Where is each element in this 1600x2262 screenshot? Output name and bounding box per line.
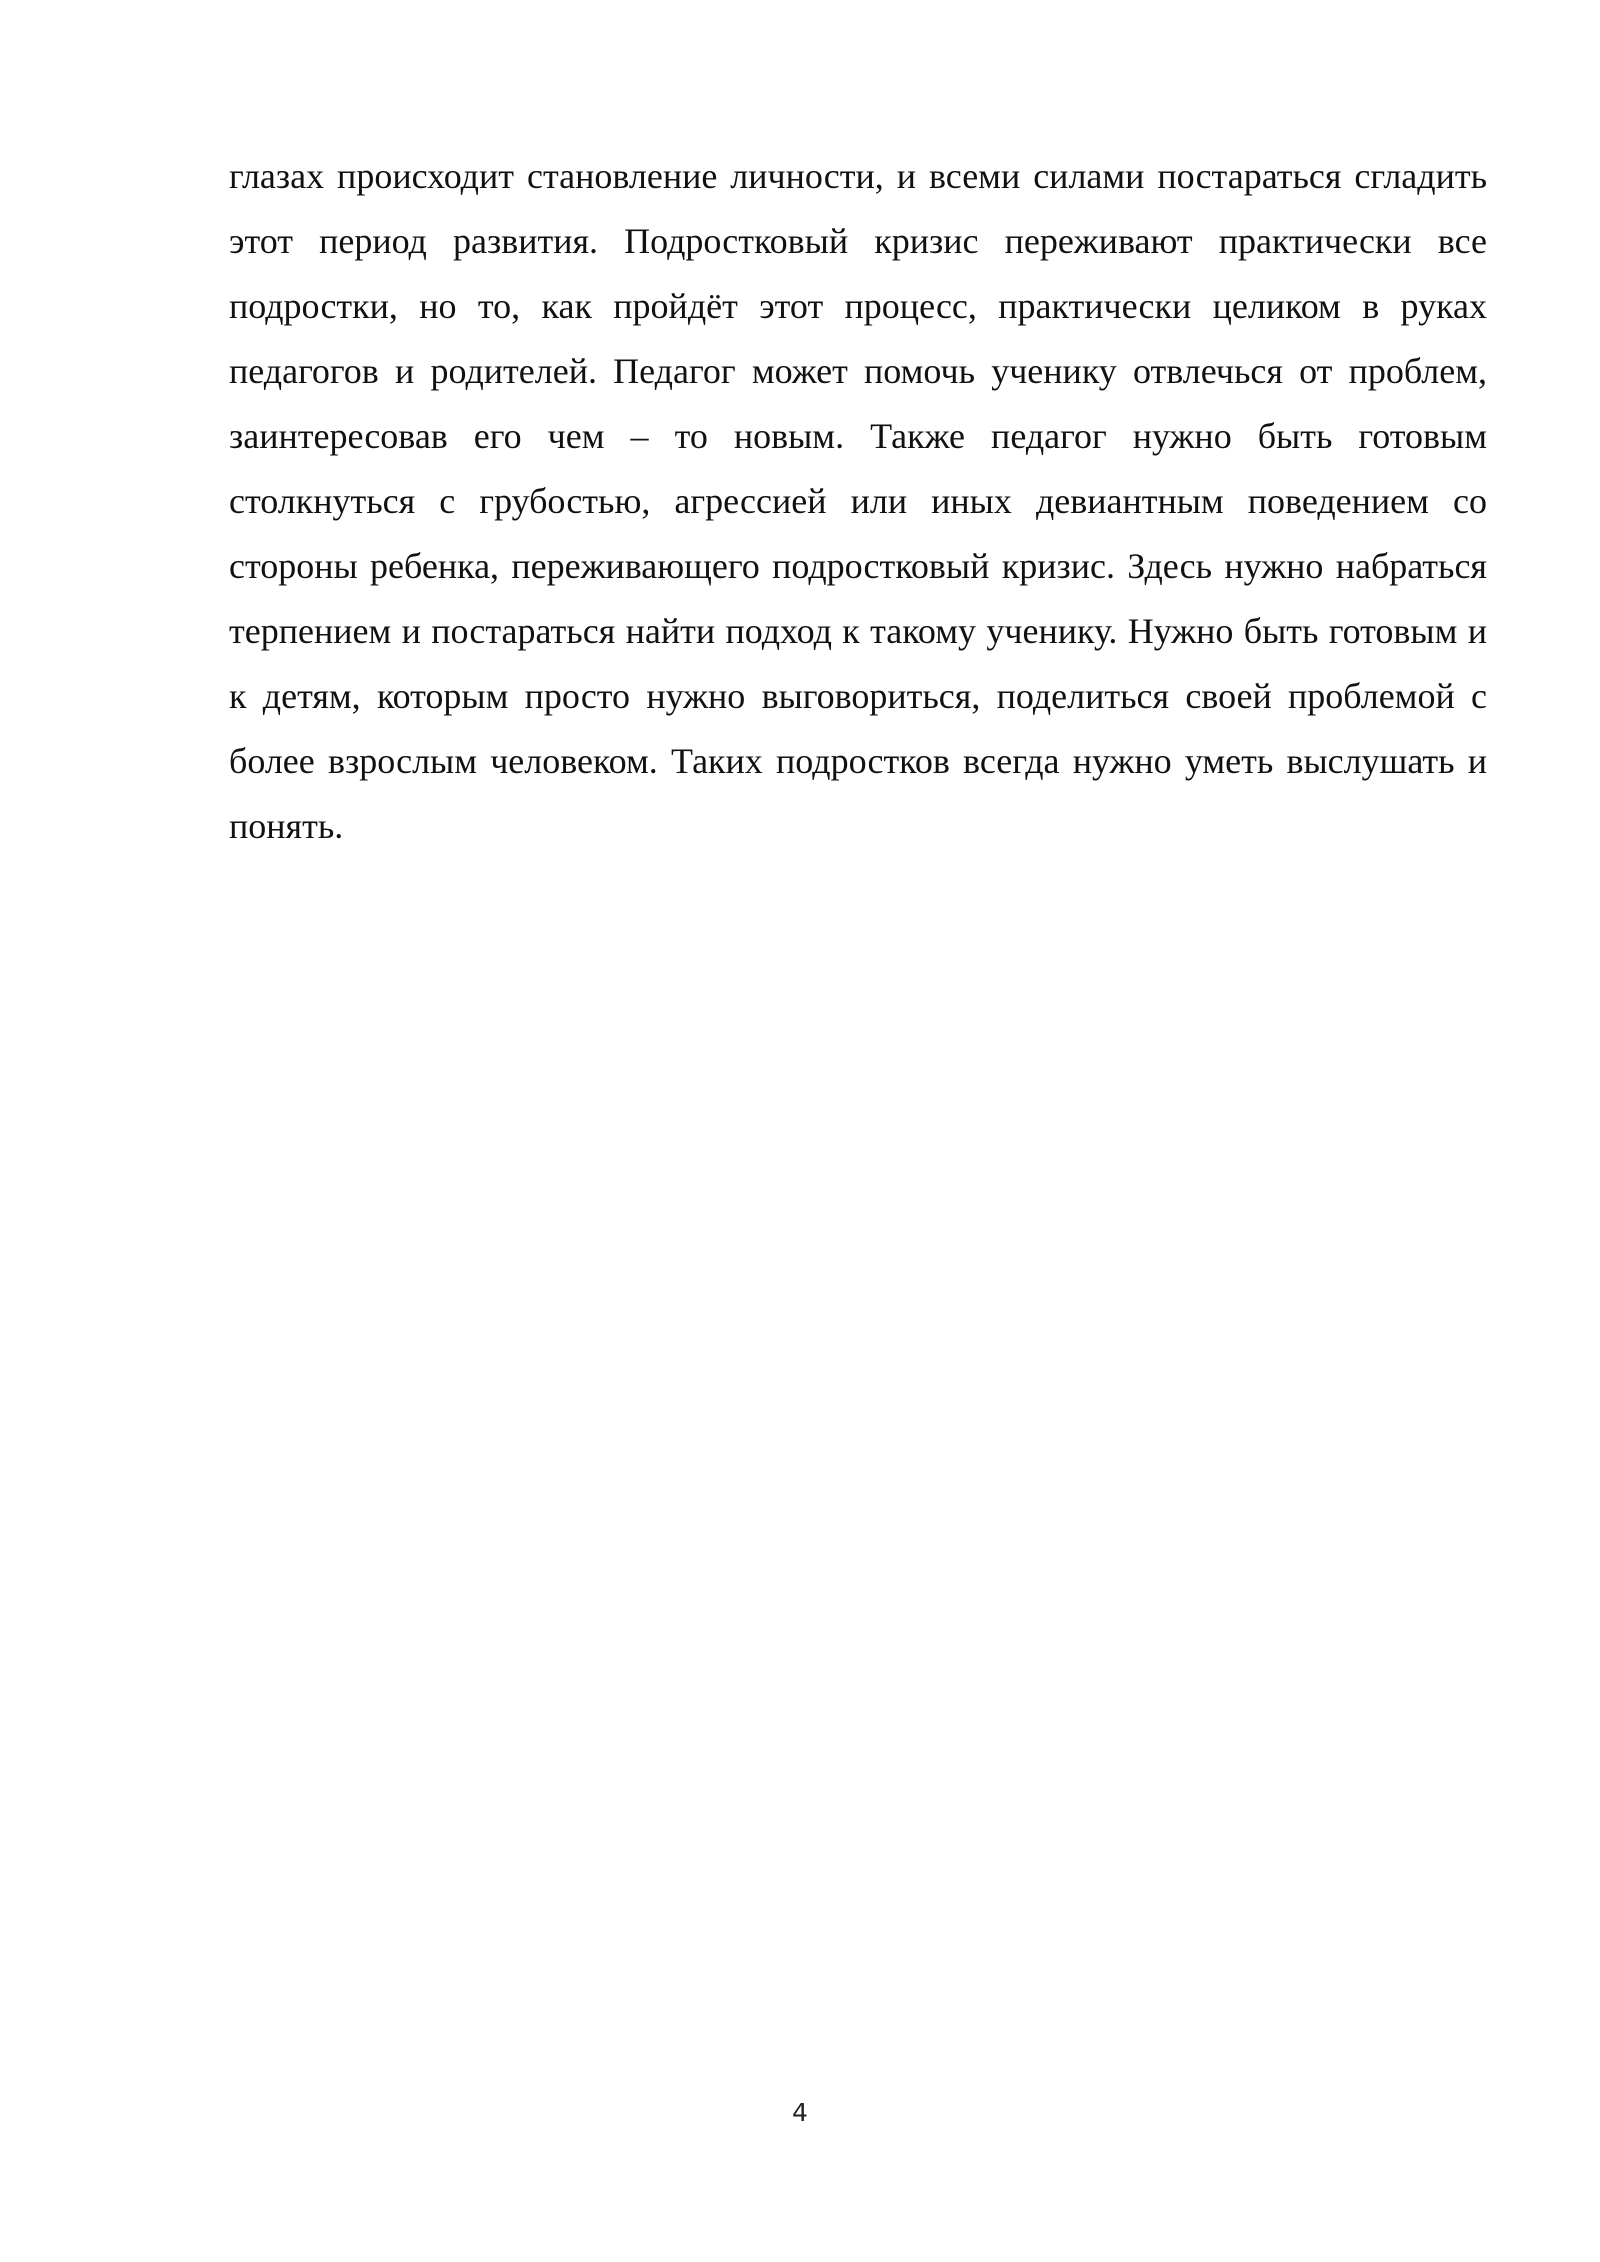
body-paragraph: глазах происходит становление личности, и всеми силами постараться сгладить этот период развития. Подростковый кризис переживают практически все подростки, но то, как пройдёт этот процесс, практически целиком в руках педагогов и родителей. Педагог может помочь ученику отвлечься от проблем, заинтересовав его чем – то новым. Также педагог нужно быть готовым столкнуться с грубостью, агрессией или иных девиантным поведением со стороны ребенка, переживающего подростковый кризис. Здесь нужно набраться терпением и постараться найти подход к такому ученику. Нужно быть готовым и к детям, которым просто нужно выговориться, поделиться своей проблемой с более взрослым человеком. Таких подростков всегда нужно уметь выслушать и понять. xyxy=(229,156,1487,846)
page-number: 4 xyxy=(792,2098,808,2127)
